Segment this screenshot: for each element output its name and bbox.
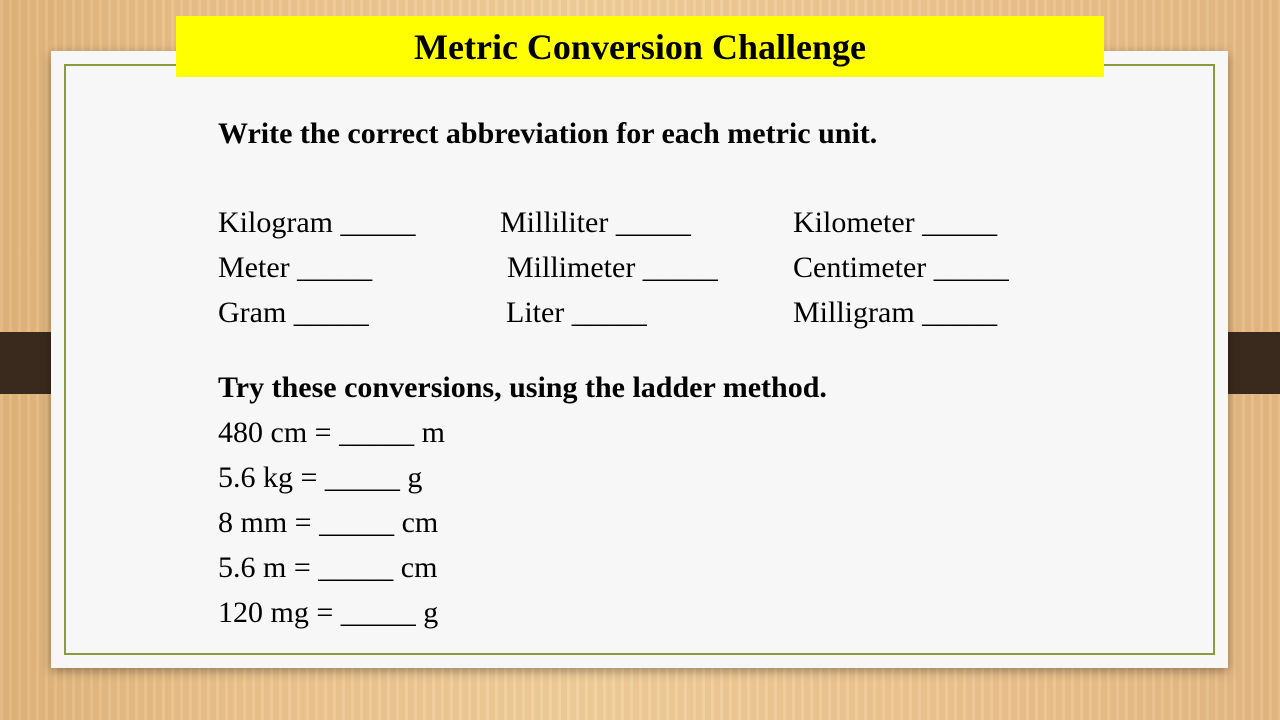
unit-liter: Liter _____ [506, 296, 647, 329]
unit-millimeter: Millimeter _____ [507, 251, 718, 284]
abbreviation-heading: Write the correct abbreviation for each metric unit. [218, 117, 878, 150]
unit-gram: Gram _____ [218, 296, 369, 329]
title-banner [176, 16, 1104, 77]
conversion-item: 5.6 m = _____ cm [218, 551, 438, 584]
unit-kilometer: Kilometer _____ [793, 206, 998, 239]
conversion-item: 480 cm = _____ m [218, 416, 445, 449]
conversion-heading: Try these conversions, using the ladder method. [218, 371, 827, 404]
slide-title: Metric Conversion Challenge [414, 26, 866, 67]
unit-centimeter: Centimeter _____ [793, 251, 1009, 284]
conversion-item: 120 mg = _____ g [218, 596, 439, 629]
conversion-item: 5.6 kg = _____ g [218, 461, 423, 494]
unit-milligram: Milligram _____ [793, 296, 998, 329]
conversion-item: 8 mm = _____ cm [218, 506, 439, 539]
unit-kilogram: Kilogram _____ [218, 206, 416, 239]
unit-meter: Meter _____ [218, 251, 373, 284]
unit-milliliter: Milliliter _____ [500, 206, 691, 239]
